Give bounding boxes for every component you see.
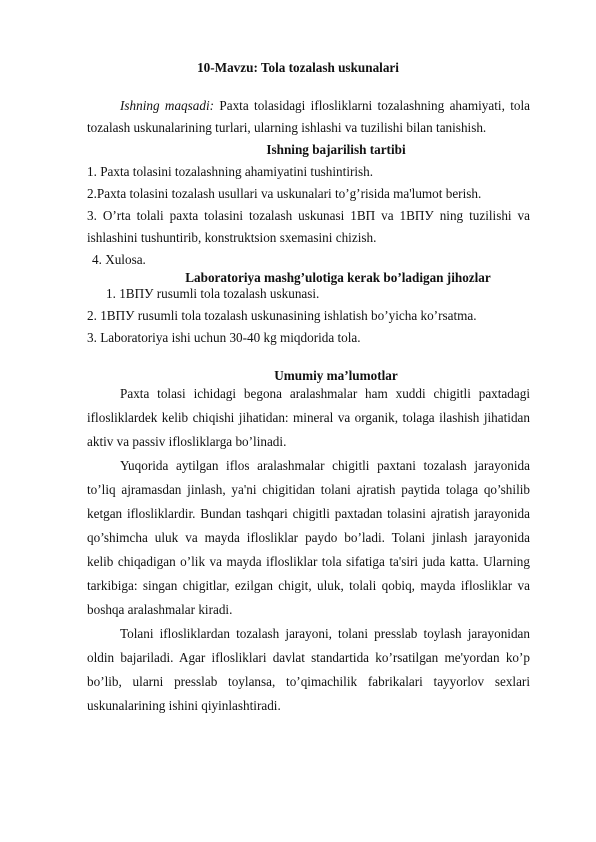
document-title: 10-Mavzu: Tola tozalash uskunalari (197, 60, 399, 75)
para2-line-1: Yuqorida aytilgan iflos aralashmalar chigitli paxtani tozalash jarayonida (120, 458, 530, 473)
purpose-text-1: Paxta tolasidagi iflosliklarni tozalashning ahamiyati, tola (214, 98, 530, 113)
procedure-item-2: 2.Paxta tolasini tozalash usullari va uskunalari to’g’risida ma'lumot berish. (87, 186, 482, 201)
equipment-item-1: 1. 1ВПУ rusumli tola tozalash uskunasi. (106, 286, 320, 301)
para2-line-4: qo’shimcha uluk va mayda iflosliklar paydo bo’ladi. Tolani jinlash jarayonida (87, 530, 530, 545)
para2-line-7: boshqa aralashmalar kiradi. (87, 602, 233, 617)
purpose-label: Ishning maqsadi: (120, 98, 215, 113)
equipment-item-3: 3. Laboratoriya ishi uchun 30-40 kg miqdorida tola. (87, 330, 361, 345)
para3-line-4: uskunalarining ishini qiyinlashtiradi. (87, 698, 281, 713)
procedure-item-3-cont: ishlashini tushuntirib, konstruktsion sxemasini chizish. (87, 230, 377, 245)
para1-line-2: iflosliklardek kelib chiqishi jihatidan: mineral va organik, tolaga ilashish jihatidan (87, 410, 530, 425)
para2-line-6: tarkibiga: singan chigitlar, ezilgan chigit, uluk, tolali qobiq, mayda iflosliklar va (87, 578, 530, 593)
para3-line-1: Tolani iflosliklardan tozalash jarayoni, tolani presslab toylash jarayonidan (120, 626, 530, 641)
para1-line-1: Paxta tolasi ichidagi begona aralashmalar ham xuddi chigitli paxtadagi (120, 386, 530, 401)
purpose-line-1 (120, 98, 530, 114)
para3-line-2: oldin bajariladi. Agar iflosliklari davlat standartida ko’rsatilgan me'yordan ko’p (87, 650, 530, 665)
procedure-item-1: 1. Paxta tolasini tozalashning ahamiyatini tushintirish. (87, 164, 374, 179)
para2-line-3: ketgan iflosliklardir. Bundan tashqari chigitli paxtadan tolasini ajratish jarayonida (87, 506, 530, 521)
equipment-item-2: 2. 1ВПУ rusumli tola tozalash uskunasining ishlatish bo’yicha ko’rsatma. (87, 308, 477, 323)
para2-line-2: to’liq ajramasdan jinlash, ya'ni chigitidan tolani ajratish paytida tolaga qo’shilib (87, 482, 530, 497)
para2-line-5: kelib chiqadigan o’lik va mayda iflosliklar tola sifatiga ta'siri juda katta. Ularning (87, 554, 530, 569)
procedure-item-4: 4. Xulosa. (92, 252, 146, 267)
purpose-line-2: tozalash uskunalarining turlari, ularning ishlashi va tuzilishi bilan tanishish. (87, 120, 487, 135)
para1-line-3: aktiv va passiv iflosliklarga bo’linadi. (87, 434, 287, 449)
general-heading: Umumiy ma’lumotlar (274, 368, 398, 383)
procedure-item-3: 3. O’rta tolali paxta tolasini tozalash uskunasi 1ВП va 1ВПУ ning tuzilishi va (87, 208, 530, 223)
procedure-heading: Ishning bajarilish tartibi (266, 142, 406, 157)
equipment-heading: Laboratoriya mashg’ulotiga kerak bo’ladigan jihozlar (185, 270, 491, 285)
para3-line-3: bo’lib, ularni presslab toylansa, to’qimachilik fabrikalari tayyorlov sexlari (87, 674, 530, 689)
